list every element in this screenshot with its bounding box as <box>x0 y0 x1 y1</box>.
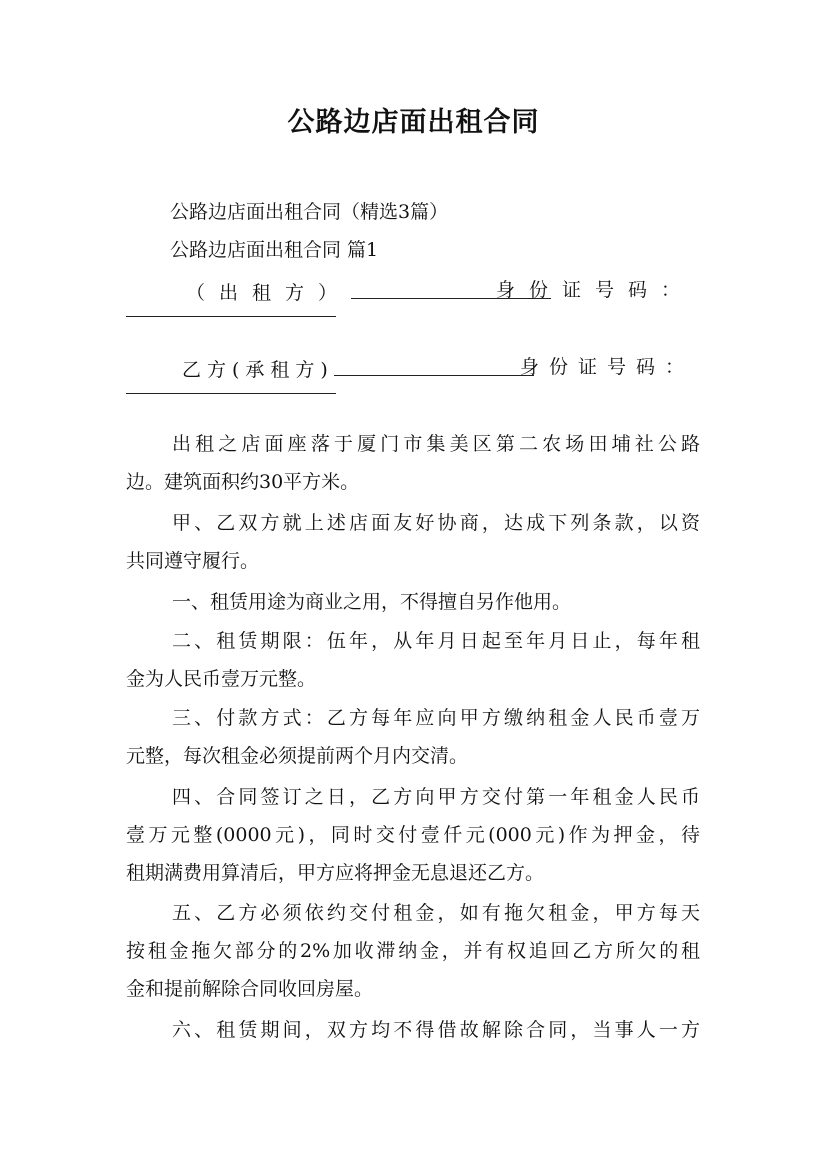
body-line: 六、租赁期间，双方均不得借故解除合同，当事人一方 <box>172 1019 700 1041</box>
party-b-name-blank <box>334 355 534 376</box>
section-heading: 公路边店面出租合同 篇1 <box>170 239 379 261</box>
body-line: 共同遵守履行。 <box>126 550 260 572</box>
party-b-row <box>182 355 694 382</box>
document-title: 公路边店面出租合同 <box>287 107 540 138</box>
body-line: 二、租赁期限：伍年，从年月日起至年月日止，每年租 <box>172 630 700 652</box>
body-line: 甲、乙双方就上述店面友好协商，达成下列条款，以资 <box>172 512 700 534</box>
body-line: 四、合同签订之日，乙方向甲方交付第一年租金人民币 <box>172 786 700 808</box>
body-line: 三、付款方式：乙方每年应向甲方缴纳租金人民币壹万 <box>172 707 700 729</box>
body-line: 金为人民币壹万元整。 <box>126 668 317 690</box>
party-b-label: 乙方(承租方) <box>182 359 334 381</box>
body-line: 边。建筑面积约30平方米。 <box>126 471 360 493</box>
body-line: 元整，每次租金必须提前两个月内交清。 <box>126 745 469 767</box>
party-b-id-blank <box>126 393 336 394</box>
body-line: 出租之店面座落于厦门市集美区第二农场田埔社公路 <box>172 433 700 455</box>
party-a-id-label: 身份证号码： <box>495 279 694 301</box>
body-line: 金和提前解除合同收回房屋。 <box>126 978 374 1000</box>
party-b-id-label: 身份证号码： <box>519 356 694 378</box>
party-a-id-blank <box>126 316 336 317</box>
body-line: 一、租赁用途为商业之用，不得擅自另作他用。 <box>172 591 572 613</box>
body-line: 五、乙方必须依约交付租金，如有拖欠租金，甲方每天 <box>172 902 700 924</box>
document-subtitle: 公路边店面出租合同（精选3篇） <box>170 201 449 223</box>
party-a-label: （出租方） <box>186 282 352 304</box>
body-line: 壹万元整(0000元)，同时交付壹仟元(000元)作为押金，待 <box>126 824 700 846</box>
body-line: 按租金拖欠部分的2%加收滞纳金，并有权追回乙方所欠的租 <box>126 940 700 962</box>
party-a-row <box>186 278 694 305</box>
body-line: 租期满费用算清后，甲方应将押金无息退还乙方。 <box>126 862 545 884</box>
